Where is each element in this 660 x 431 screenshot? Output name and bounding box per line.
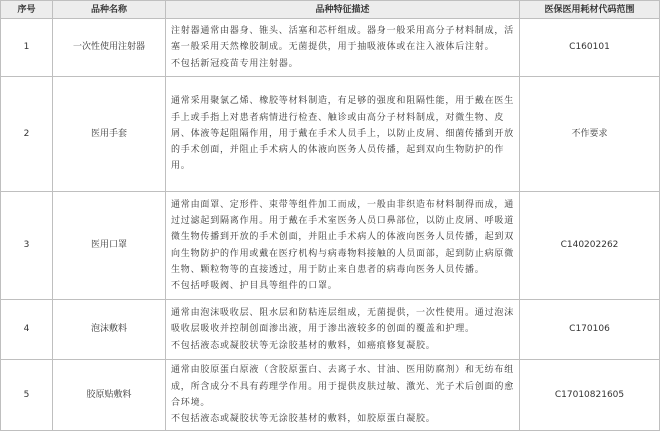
description-exclusion: 不包括新冠疫苗专用注射器。 [171,58,299,69]
header-code-range: 医保医用耗材代码范围 [520,1,660,19]
product-description [166,360,520,431]
table-row [1,19,660,77]
product-name: 泡沫敷料 [53,300,166,360]
product-description [166,300,520,360]
product-description [166,19,520,77]
product-name: 一次性使用注射器 [53,19,166,77]
row-number: 3 [1,192,53,300]
product-description [166,77,520,192]
code-range: C140202262 [520,192,660,300]
description-exclusion: 不包括液态或凝胶状等无涂胶基材的敷料，如癌痕修复凝胶。 [171,340,436,351]
table-row [1,77,660,192]
product-description [166,192,520,300]
header-number: 序号 [1,1,53,19]
product-name: 医用口罩 [53,192,166,300]
row-number: 1 [1,19,53,77]
description-exclusion: 不包括呼吸阀、护目具等组件的口罩。 [171,281,338,292]
description-exclusion: 不包括液态或凝胶状等无涂胶基材的敷料，如胶原蛋白凝胶。 [171,414,436,425]
code-range: C170106 [520,300,660,360]
header-description: 品种特征描述 [166,1,520,19]
description-text: 通常由面罩、定形件、束带等组件加工而成，一般由非织造布材料制得而成，通过过滤起到隔离作用。用于戴在手术室医务人员口鼻部位，以防止皮屑、呼吸道微生物传播到开放的手术创面，并阻止手术病人的体液向医务人员传播，起到双向生物防护的作用或戴在医疗机构与病毒物料接触的人员面部，起到防止病原微生物、颗粒物等的直接透过，用于防止来自患者的病毒向医务人员传播。 [171,199,515,275]
description-text: 通常采用聚氯乙烯、橡胶等材料制造，有足够的强度和阻隔性能，用于戴在医生手上或手指上对患者病情进行检查、触诊或由高分子材料制成，对微生物、皮屑、体液等起阻隔作用，用于戴在手术人员手上，以防止皮屑、细菌传播到开放的手术创面，并阻止手术病人的体液向医务人员传播，起到双向生物防护的作用。 [171,96,515,172]
code-range: 不作要求 [520,77,660,192]
table-row [1,300,660,360]
code-range: C17010821605 [520,360,660,431]
product-name: 胶原贴敷料 [53,360,166,431]
code-range: C160101 [520,19,660,77]
header-name: 品种名称 [53,1,166,19]
row-number: 2 [1,77,53,192]
description-text: 通常由泡沫吸收层、阻水层和防粘连层组成，无菌提供，一次性使用。通过泡沫吸收层吸收并控制创面渗出液，用于渗出液较多的创面的覆盖和护理。 [171,308,515,335]
table-row [1,192,660,300]
row-number: 5 [1,360,53,431]
table-header-row [1,1,660,19]
product-name: 医用手套 [53,77,166,192]
description-text: 通常由胶原蛋白原液（含胶原蛋白、去离子水、甘油、医用防腐剂）和无纺布组成，所含成分不具有药理学作用。用于提供皮肤过敏、激光、光子术后创面的愈合环境。 [171,365,515,408]
table-row [1,360,660,431]
row-number: 4 [1,300,53,360]
description-text: 注射器通常由器身、锥头、活塞和芯杆组成。器身一般采用高分子材料制成，活塞一般采用天然橡胶制成。无菌提供，用于抽吸液体或在注入液体后注射。 [171,26,515,53]
